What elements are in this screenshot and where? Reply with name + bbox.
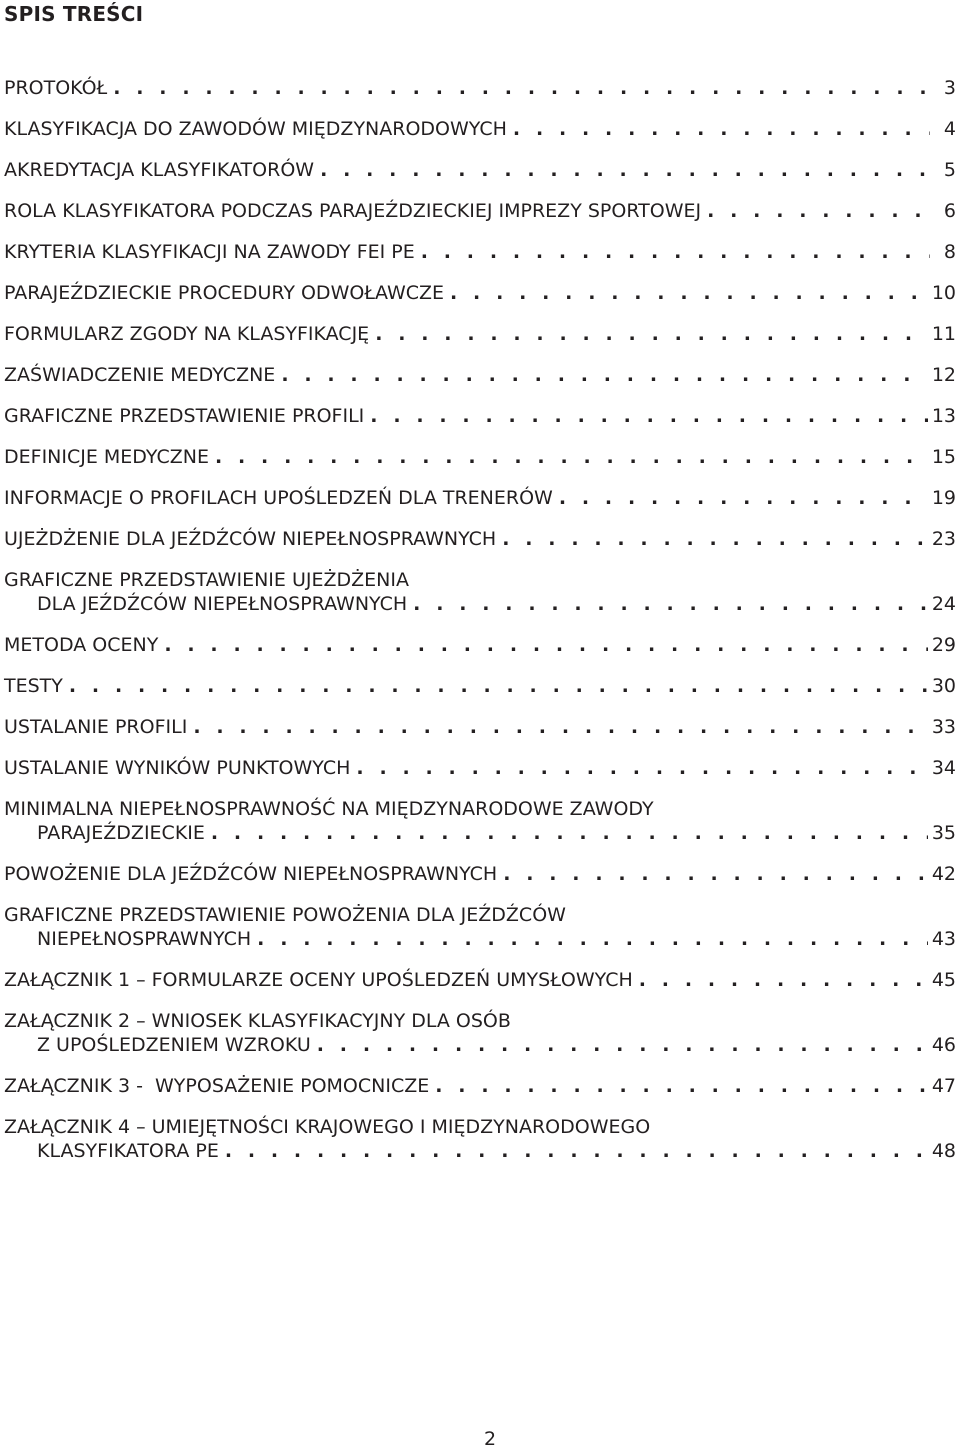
dot-leader — [707, 199, 930, 223]
dot-leader — [502, 527, 928, 551]
toc-entry-title-line2: DLA JEŹDŹCÓW NIEPEŁNOSPRAWNYCH — [37, 593, 408, 615]
toc-entry-title-line1: MINIMALNA NIEPEŁNOSPRAWNOŚĆ NA MIĘDZYNARODOWE ZAWODY — [4, 798, 654, 820]
toc-entry-page: 19 — [931, 487, 956, 509]
toc-entry[interactable] — [4, 486, 956, 510]
toc-entry-page: 24 — [931, 593, 956, 615]
toc-entry-title: KLASYFIKACJA DO ZAWODÓW MIĘDZYNARODOWYCH — [4, 118, 507, 140]
toc-entry[interactable] — [4, 404, 956, 428]
toc-entry-title: TESTY — [4, 675, 63, 697]
page-title: SPIS TREŚCI — [4, 2, 144, 26]
dot-leader — [370, 404, 928, 428]
table-of-contents — [4, 76, 956, 1163]
toc-entry-title-line1: GRAFICZNE PRZEDSTAWIENIE POWOŻENIA DLA JEŹDŹCÓW — [4, 904, 566, 926]
dot-leader — [257, 927, 928, 951]
toc-entry-page: 48 — [931, 1140, 956, 1162]
toc-entry-page: 47 — [931, 1075, 956, 1097]
toc-entry-title: DEFINICJE MEDYCZNE — [4, 446, 209, 468]
toc-entry-title: PARAJEŹDZIECKIE PROCEDURY ODWOŁAWCZE — [4, 282, 445, 304]
toc-entry-title: ZAŁĄCZNIK 3 - WYPOSAŻENIE POMOCNICZE — [4, 1075, 430, 1097]
toc-entry[interactable] — [4, 756, 956, 780]
toc-entry[interactable] — [4, 322, 956, 346]
dot-leader — [113, 76, 930, 100]
toc-entry-page: 29 — [931, 634, 956, 656]
toc-entry-page: 42 — [931, 863, 956, 885]
dot-leader — [413, 592, 928, 616]
dot-leader — [639, 968, 928, 992]
toc-entry-title: AKREDYTACJA KLASYFIKATORÓW — [4, 159, 315, 181]
dot-leader — [215, 445, 928, 469]
dot-leader — [320, 158, 930, 182]
toc-entry-page: 46 — [931, 1034, 956, 1056]
toc-entry-page: 45 — [931, 969, 956, 991]
toc-entry-page: 12 — [931, 364, 956, 386]
toc-entry[interactable] — [4, 158, 956, 182]
dot-leader — [513, 117, 930, 141]
toc-entry[interactable] — [4, 445, 956, 469]
toc-entry[interactable] — [4, 568, 956, 616]
toc-entry[interactable] — [4, 76, 956, 100]
toc-entry[interactable] — [4, 1074, 956, 1098]
toc-entry-title-line2: PARAJEŹDZIECKIE — [37, 822, 205, 844]
toc-entry-title: FORMULARZ ZGODY NA KLASYFIKACJĘ — [4, 323, 370, 345]
toc-entry-page: 43 — [931, 928, 956, 950]
dot-leader — [317, 1033, 928, 1057]
toc-entry[interactable] — [4, 199, 956, 223]
toc-entry-title: USTALANIE PROFILI — [4, 716, 188, 738]
toc-entry[interactable] — [4, 527, 956, 551]
toc-entry-page: 10 — [931, 282, 956, 304]
toc-entry-page: 8 — [943, 241, 956, 263]
toc-entry-title: USTALANIE WYNIKÓW PUNKTOWYCH — [4, 757, 351, 779]
toc-entry-page: 35 — [931, 822, 956, 844]
page-number: 2 — [483, 1428, 497, 1450]
toc-entry-title: ZAŚWIADCZENIE MEDYCZNE — [4, 364, 276, 386]
toc-entry-page: 5 — [943, 159, 956, 181]
dot-leader — [435, 1074, 928, 1098]
toc-entry-title-line2: NIEPEŁNOSPRAWNYCH — [37, 928, 252, 950]
page-footer — [0, 1428, 960, 1450]
toc-entry[interactable] — [4, 715, 956, 739]
dot-leader — [375, 322, 928, 346]
toc-entry[interactable] — [4, 240, 956, 264]
toc-entry-page: 3 — [943, 77, 956, 99]
toc-entry[interactable] — [4, 968, 956, 992]
dot-leader — [193, 715, 928, 739]
toc-entry-title-line1: GRAFICZNE PRZEDSTAWIENIE UJEŻDŻENIA — [4, 569, 409, 591]
toc-entry-title: ZAŁĄCZNIK 1 – FORMULARZE OCENY UPOŚLEDZEŃ UMYSŁOWYCH — [4, 969, 633, 991]
dot-leader — [281, 363, 928, 387]
toc-entry-page: 15 — [931, 446, 956, 468]
toc-entry[interactable] — [4, 633, 956, 657]
toc-entry[interactable] — [4, 1115, 956, 1163]
toc-entry[interactable] — [4, 674, 956, 698]
toc-entry-title-line2: Z UPOŚLEDZENIEM WZROKU — [37, 1034, 311, 1056]
toc-entry-title: UJEŻDŻENIE DLA JEŹDŹCÓW NIEPEŁNOSPRAWNYCH — [4, 528, 497, 550]
toc-entry-title: INFORMACJE O PROFILACH UPOŚLEDZEŃ DLA TRENERÓW — [4, 487, 553, 509]
toc-entry-title: PROTOKÓŁ — [4, 77, 108, 99]
toc-entry-title: GRAFICZNE PRZEDSTAWIENIE PROFILI — [4, 405, 365, 427]
toc-entry-title-line1: ZAŁĄCZNIK 2 – WNIOSEK KLASYFIKACYJNY DLA OSÓB — [4, 1010, 511, 1032]
toc-entry-title: METODA OCENY — [4, 634, 159, 656]
toc-entry-title-line2: KLASYFIKATORA PE — [37, 1140, 219, 1162]
dot-leader — [450, 281, 928, 305]
dot-leader — [164, 633, 927, 657]
toc-entry[interactable] — [4, 1009, 956, 1057]
toc-entry-title: ROLA KLASYFIKATORA PODCZAS PARAJEŹDZIECKIEJ IMPREZY SPORTOWEJ — [4, 200, 702, 222]
toc-entry-page: 33 — [931, 716, 956, 738]
toc-entry[interactable] — [4, 363, 956, 387]
toc-entry-page: 13 — [931, 405, 956, 427]
dot-leader — [559, 486, 928, 510]
dot-leader — [421, 240, 930, 264]
toc-entry-page: 23 — [931, 528, 956, 550]
toc-entry-title-line1: ZAŁĄCZNIK 4 – UMIEJĘTNOŚCI KRAJOWEGO I MIĘDZYNARODOWEGO — [4, 1116, 651, 1138]
toc-entry-title: KRYTERIA KLASYFIKACJI NA ZAWODY FEI PE — [4, 241, 415, 263]
dot-leader — [69, 674, 928, 698]
toc-entry[interactable] — [4, 281, 956, 305]
toc-entry-page: 34 — [931, 757, 956, 779]
dot-leader — [356, 756, 927, 780]
toc-entry[interactable] — [4, 797, 956, 845]
dot-leader — [225, 1139, 928, 1163]
toc-entry-page: 30 — [931, 675, 956, 697]
toc-entry-page: 4 — [943, 118, 956, 140]
dot-leader — [503, 862, 928, 886]
toc-entry[interactable] — [4, 862, 956, 886]
dot-leader — [211, 821, 928, 845]
toc-entry-title: POWOŻENIE DLA JEŹDŹCÓW NIEPEŁNOSPRAWNYCH — [4, 863, 498, 885]
toc-entry[interactable] — [4, 117, 956, 141]
toc-entry[interactable] — [4, 903, 956, 951]
toc-entry-page: 11 — [931, 323, 956, 345]
toc-entry-page: 6 — [943, 200, 956, 222]
